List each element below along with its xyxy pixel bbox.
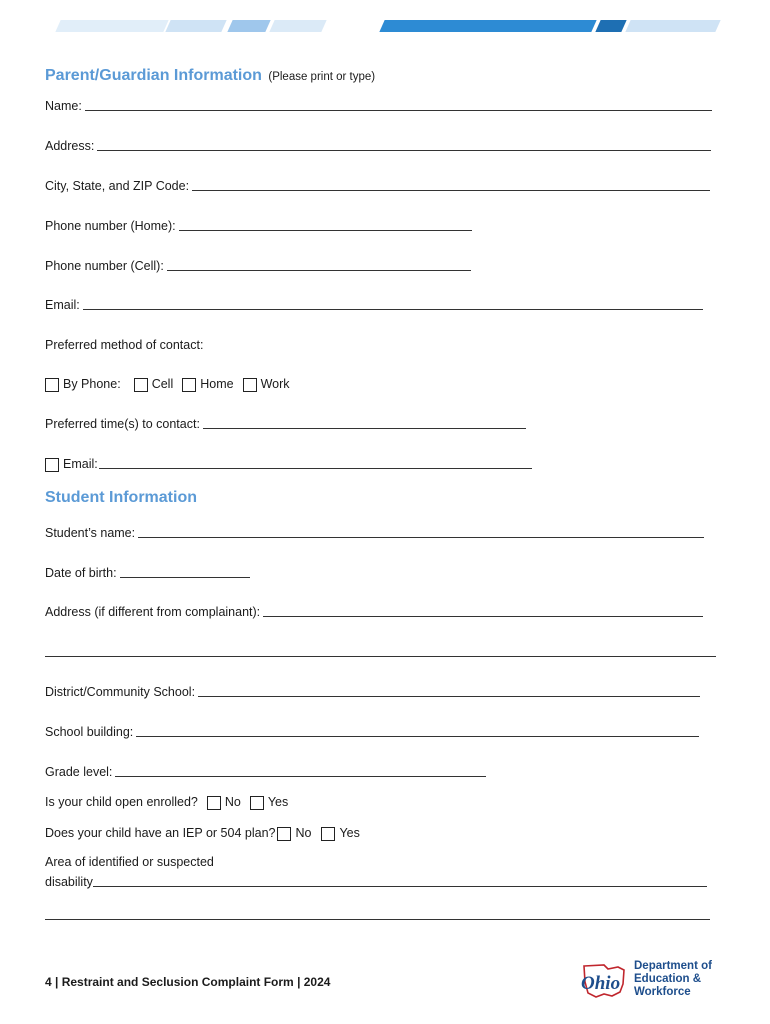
phone-cell-field[interactable] (167, 269, 471, 271)
preferred-time-row (45, 414, 526, 432)
open-enrolled-no-label: No (224, 795, 241, 809)
phone-home-row (45, 216, 472, 234)
district-label: District/Community School: (45, 685, 196, 699)
building-row (45, 722, 699, 740)
cell-label: Cell (151, 377, 174, 391)
home-label: Home (200, 377, 234, 391)
phone-home-field[interactable] (179, 229, 472, 231)
phone-home-label: Phone number (Home): (45, 219, 176, 233)
grade-row (45, 762, 486, 780)
parent-address-field[interactable] (97, 149, 711, 151)
district-field[interactable] (198, 695, 700, 697)
phone-cell-label: Phone number (Cell): (45, 259, 164, 273)
logo-text (634, 960, 712, 999)
email-option-label: Email: (63, 457, 98, 471)
dob-label: Date of birth: (45, 566, 117, 580)
student-address-label: Address (if different from complainant): (45, 605, 261, 619)
open-enrolled-no-option[interactable] (207, 794, 241, 810)
by-phone-checkbox[interactable] (45, 378, 59, 392)
student-address-row (45, 602, 703, 620)
ohio-dept-education-logo (578, 960, 728, 1002)
iep-question: Does your child have an IEP or 504 plan? (45, 826, 276, 840)
parent-name-row (45, 96, 712, 114)
student-address-field[interactable] (263, 615, 703, 617)
email-option-field[interactable] (99, 467, 532, 469)
disability-row-2 (45, 905, 710, 923)
dob-row (45, 563, 250, 581)
header-decoration (0, 20, 770, 34)
open-enrolled-question: Is your child open enrolled? (45, 795, 198, 809)
preferred-time-label: Preferred time(s) to contact: (45, 417, 200, 431)
iep-yes-checkbox[interactable] (321, 827, 335, 841)
phone-cell-row (45, 256, 471, 274)
parent-section-title (45, 67, 375, 85)
parent-email-row (45, 295, 703, 313)
work-checkbox[interactable] (243, 378, 257, 392)
parent-section-heading: Parent/Guardian Information (45, 67, 262, 84)
phone-options-row (45, 374, 290, 392)
by-phone-label: By Phone: (63, 377, 121, 391)
parent-email-field[interactable] (83, 308, 703, 310)
header-bar (595, 20, 626, 32)
logo-line-3: Workforce (634, 986, 691, 998)
print-note: (Please print or type) (268, 71, 376, 83)
work-label: Work (260, 377, 290, 391)
grade-field[interactable] (115, 775, 486, 777)
home-option[interactable] (182, 376, 233, 392)
parent-name-label: Name: (45, 99, 82, 113)
parent-city-row (45, 176, 710, 194)
building-field[interactable] (136, 735, 699, 737)
preferred-method-row (45, 335, 203, 353)
header-bar (379, 20, 596, 32)
iep-no-checkbox[interactable] (277, 827, 291, 841)
header-bar (165, 20, 226, 32)
cell-option[interactable] (134, 376, 174, 392)
iep-row (45, 823, 360, 841)
open-enrolled-no-checkbox[interactable] (207, 796, 221, 810)
header-bar (55, 20, 168, 32)
ohio-wordmark: Ohio (581, 973, 621, 994)
open-enrolled-yes-option[interactable] (250, 794, 288, 810)
logo-line-1: Department of (634, 960, 712, 972)
parent-email-label: Email: (45, 298, 80, 312)
disability-label-line1: Area of identified or suspected (45, 855, 214, 869)
student-name-field[interactable] (138, 536, 704, 538)
page-footer: 4 | Restraint and Seclusion Complaint Form | 2024 (45, 975, 331, 989)
disability-field[interactable] (93, 885, 707, 887)
disability-row (45, 872, 707, 890)
student-address-field-2[interactable] (45, 655, 716, 657)
dob-field[interactable] (120, 576, 250, 578)
iep-yes-label: Yes (339, 826, 360, 840)
disability-label-line2: disability (45, 875, 93, 889)
cell-checkbox[interactable] (134, 378, 148, 392)
iep-no-option[interactable] (277, 825, 311, 841)
open-enrolled-row (45, 792, 288, 810)
parent-name-field[interactable] (85, 109, 712, 111)
home-checkbox[interactable] (182, 378, 196, 392)
email-option-row (45, 454, 532, 472)
email-checkbox[interactable] (45, 458, 59, 472)
open-enrolled-yes-checkbox[interactable] (250, 796, 264, 810)
student-name-row (45, 523, 704, 541)
ohio-state-icon (578, 960, 634, 1002)
email-option[interactable] (45, 456, 98, 472)
open-enrolled-yes-label: Yes (267, 795, 289, 809)
student-section-heading: Student Information (45, 489, 197, 506)
grade-label: Grade level: (45, 765, 113, 779)
disability-field-2[interactable] (45, 918, 710, 920)
student-address-row-2 (45, 642, 716, 660)
work-option[interactable] (243, 376, 290, 392)
student-name-label: Student’s name: (45, 526, 136, 540)
logo-line-2: Education & (634, 973, 702, 985)
by-phone-option[interactable] (45, 376, 121, 392)
header-bar (227, 20, 270, 32)
parent-city-label: City, State, and ZIP Code: (45, 179, 190, 193)
building-label: School building: (45, 725, 134, 739)
iep-no-label: No (295, 826, 312, 840)
iep-yes-option[interactable] (321, 825, 359, 841)
preferred-time-field[interactable] (203, 427, 526, 429)
header-bar (625, 20, 720, 32)
preferred-method-label: Preferred method of contact: (45, 338, 204, 352)
district-row (45, 682, 700, 700)
parent-address-row (45, 136, 711, 154)
parent-address-label: Address: (45, 139, 95, 153)
parent-city-field[interactable] (192, 189, 710, 191)
student-section-title (45, 489, 197, 507)
header-bar (269, 20, 326, 32)
